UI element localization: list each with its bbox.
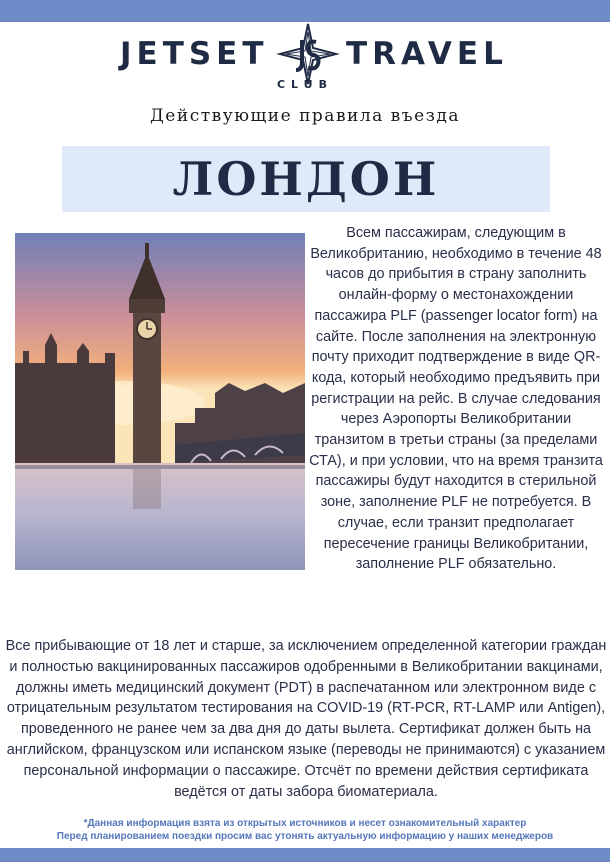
city-title-box — [62, 146, 550, 212]
city-title: ЛОНДОН — [172, 152, 440, 206]
big-ben-photo — [15, 233, 305, 570]
disclaimer — [0, 817, 610, 843]
page-subtitle: Действующие правила въезда — [149, 106, 461, 126]
covid-test-requirements-paragraph: Все прибывающие от 18 лет и старше, за исключением определенной категории граждан и полностью вакцинированных пассажиров одобренными в Великобритании вакцинами, должны иметь медицинский документ (PDT) в распечатанном или электронном виде с отрицательным результатом тестирования на COVID-19 (RT-PCR, RT-LAMP или Antigen), проведенного не ранее чем за два дня до даты вылета. Сертификат должен быть на английском, французском или испанском языке (переводы не принимаются) с указанием персональной информации о пассажире. Отсчёт по времени действия сертификата ведётся от даты забора биоматериала. — [5, 638, 607, 800]
logo-word-club: CLUB — [276, 78, 333, 91]
logo-word-travel: TRAVEL — [346, 36, 508, 72]
compass-star-emblem-icon — [276, 22, 340, 86]
disclaimer-line-2: Перед планированием поездки просим вас утонять актуальную информацию у наших менеджеров — [56, 831, 554, 842]
plf-requirements-paragraph: Всем пассажирам, следующим в Великобританию, необходимо в течение 48 часов до прибытия в страну заполнить онлайн-форму о местонахождении пассажира PLF (passenger locator form) на сайте. После заполнения на электронную почту приходит подтверждение в виде QR-кода, который необходимо предъявить при регистрации на рейс. В случае следования через Аэропорты Великобритании транзитом в третьи страны (за пределами СТА), и при условии, что на время транзита пассажиры будут находится в стерильной зоне, заполнение PLF не потребуется. В случае, если транзит предполагает пересечение границы Великобритании, заполнение PLF обязательно. — [309, 225, 603, 573]
top-color-band — [0, 0, 610, 22]
big-ben-illustration — [15, 233, 305, 570]
bottom-color-band — [0, 848, 610, 862]
brand-logo[interactable] — [0, 22, 610, 102]
disclaimer-line-1: *Данная информация взята из открытых источников и несет ознакомительный характер — [83, 818, 527, 829]
logo-word-jetset: JETSET — [120, 36, 269, 72]
